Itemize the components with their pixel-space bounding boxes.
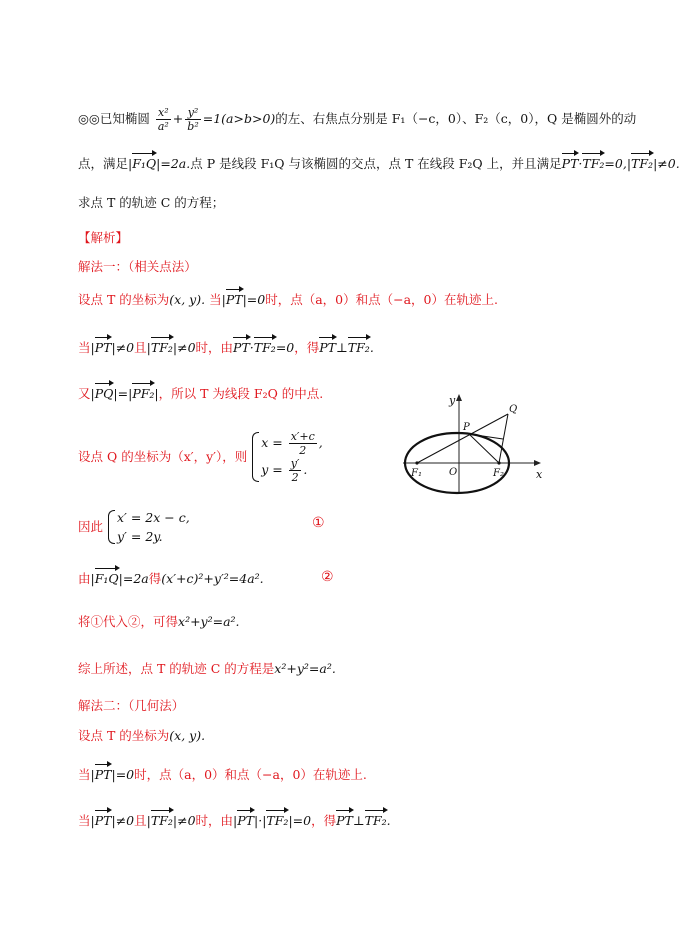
m1-l6-a: 由 bbox=[78, 571, 91, 586]
m1-l2-b: 且 bbox=[134, 340, 147, 355]
midpoint-system: x = $\frac{x'+c}{2}$ , y = $\frac{y'}{2}$ . bbox=[251, 430, 323, 484]
m1-l8-a: 综上所述，点 T 的轨迹 C 的方程是 bbox=[78, 661, 275, 676]
m1-l4-a: 设点 Q 的坐标为（x′，y′），则 bbox=[78, 449, 248, 464]
m2-l3-d: ，得 bbox=[311, 813, 337, 828]
label-p: P bbox=[463, 422, 470, 433]
method1-line-5 bbox=[78, 508, 190, 546]
method1-line-4 bbox=[78, 430, 323, 484]
label-y: y bbox=[449, 394, 456, 407]
point-f1 bbox=[415, 461, 418, 464]
m1-l1-b: 当 bbox=[209, 292, 222, 307]
problem-line2-b: 点 P 是线段 F₁Q 与该椭圆的交点，点 T 在线段 F₂Q 上，并且满足 bbox=[190, 156, 562, 171]
m1-l2-a: 当 bbox=[78, 340, 91, 355]
m1-l7-a: 将①代入②，可得 bbox=[78, 614, 179, 629]
m1-l1-a: 设点 T 的坐标为 bbox=[78, 292, 170, 307]
fraction-x2-a2: $\frac{\text{x²}}{\text{a²}}$ bbox=[157, 106, 169, 133]
m2-l3-c: 时，由 bbox=[195, 813, 234, 828]
method1-line-8: 综上所述，点 T 的轨迹 C 的方程是x²+y²=a². bbox=[78, 661, 336, 676]
m1-l3-b: ，所以 T 为线段 F₂Q 的中点. bbox=[158, 386, 324, 401]
m2-l1-a: 设点 T 的坐标为 bbox=[78, 728, 170, 743]
m1-l1-c: 时，点（a，0）和点（−a，0）在轨迹上. bbox=[265, 292, 498, 307]
method1-line-7: 将①代入②，可得x²+y²=a². bbox=[78, 614, 240, 629]
method1-line-1: 设点 T 的坐标为(x, y). 当|PT|=0时，点（a，0）和点（−a，0）在轨迹上. bbox=[78, 292, 498, 307]
method2-line-2: 当|PT|=0时，点（a，0）和点（−a，0）在轨迹上. bbox=[78, 767, 367, 782]
equation-mark-1: ① bbox=[312, 515, 325, 531]
label-q: Q bbox=[509, 404, 518, 415]
ellipse-figure bbox=[395, 390, 555, 500]
method1-title: 解法一：（相关点法） bbox=[78, 259, 197, 274]
m1-l2-d: ，得 bbox=[294, 340, 320, 355]
label-f1: F₁ bbox=[411, 468, 422, 479]
method1-line-3: 又|PQ|=|PF₂|，所以 T 为线段 F₂Q 的中点. bbox=[78, 386, 324, 401]
y-axis-arrow bbox=[456, 394, 462, 401]
method2-title: 解法二：（几何法） bbox=[78, 698, 185, 713]
solution-header: 【解析】 bbox=[78, 230, 129, 245]
equation-mark-2: ② bbox=[321, 569, 334, 585]
m2-l3-b: 且 bbox=[134, 813, 147, 828]
m1-l3-a: 又 bbox=[78, 386, 91, 401]
substitution-system: x′ = 2x − c, y′ = 2y. bbox=[107, 508, 190, 546]
problem-line-3: 求点 T 的轨迹 C 的方程； bbox=[78, 195, 225, 210]
point-f2 bbox=[497, 461, 500, 464]
label-o: O bbox=[449, 467, 458, 478]
problem-foci-text: 的左、右焦点分别是 F₁（−c，0）、F₂（c，0），Q 是椭圆外的动 bbox=[275, 111, 637, 126]
problem-line-2: 点，满足|F₁Q|=2a.点 P 是线段 F₁Q 与该椭圆的交点，点 T 在线段 F₂Q 上，并且满足PT·TF₂=0,|TF₂|≠0. bbox=[78, 156, 680, 171]
problem-line-1: ◎◎已知椭圆 $\frac{\text{x²}}{\text{a²}}$ + $\frac{\text{y²}}{\text{b²}}$ =1(a>b>0)的左、右焦点分别是 F₁（−c，0）、F₂（c，0），Q 是椭圆外的动 bbox=[78, 106, 637, 133]
problem-intro: 已知椭圆 bbox=[99, 111, 150, 126]
m1-l6-b: 得 bbox=[148, 571, 162, 586]
m2-l2-a: 当 bbox=[78, 767, 91, 782]
m2-l2-b: 时，点（a，0）和点（−a，0）在轨迹上. bbox=[134, 767, 367, 782]
label-x: x bbox=[536, 468, 543, 481]
method2-line-3: 当|PT|≠0且|TF₂|≠0时，由|PT|·|TF₂|=0，得PT⊥TF₂. bbox=[78, 813, 391, 828]
problem-line2-a: 点，满足 bbox=[78, 156, 129, 171]
m1-l2-c: 时，由 bbox=[195, 340, 234, 355]
problem-symbols: ◎◎ bbox=[78, 111, 100, 126]
x-axis-arrow bbox=[534, 460, 541, 466]
method1-line-6: 由|F₁Q|=2a得(x′+c)²+y′²=4a². bbox=[78, 571, 264, 586]
method2-line-1: 设点 T 的坐标为(x, y). bbox=[78, 728, 206, 743]
m2-l3-a: 当 bbox=[78, 813, 91, 828]
m1-l5-a: 因此 bbox=[78, 519, 104, 534]
method1-line-2: 当|PT|≠0且|TF₂|≠0时，由PT·TF₂=0，得PT⊥TF₂. bbox=[78, 340, 374, 355]
label-f2: F₂ bbox=[493, 468, 504, 479]
fraction-y2-b2: $\frac{\text{y²}}{\text{b²}}$ bbox=[187, 106, 199, 133]
